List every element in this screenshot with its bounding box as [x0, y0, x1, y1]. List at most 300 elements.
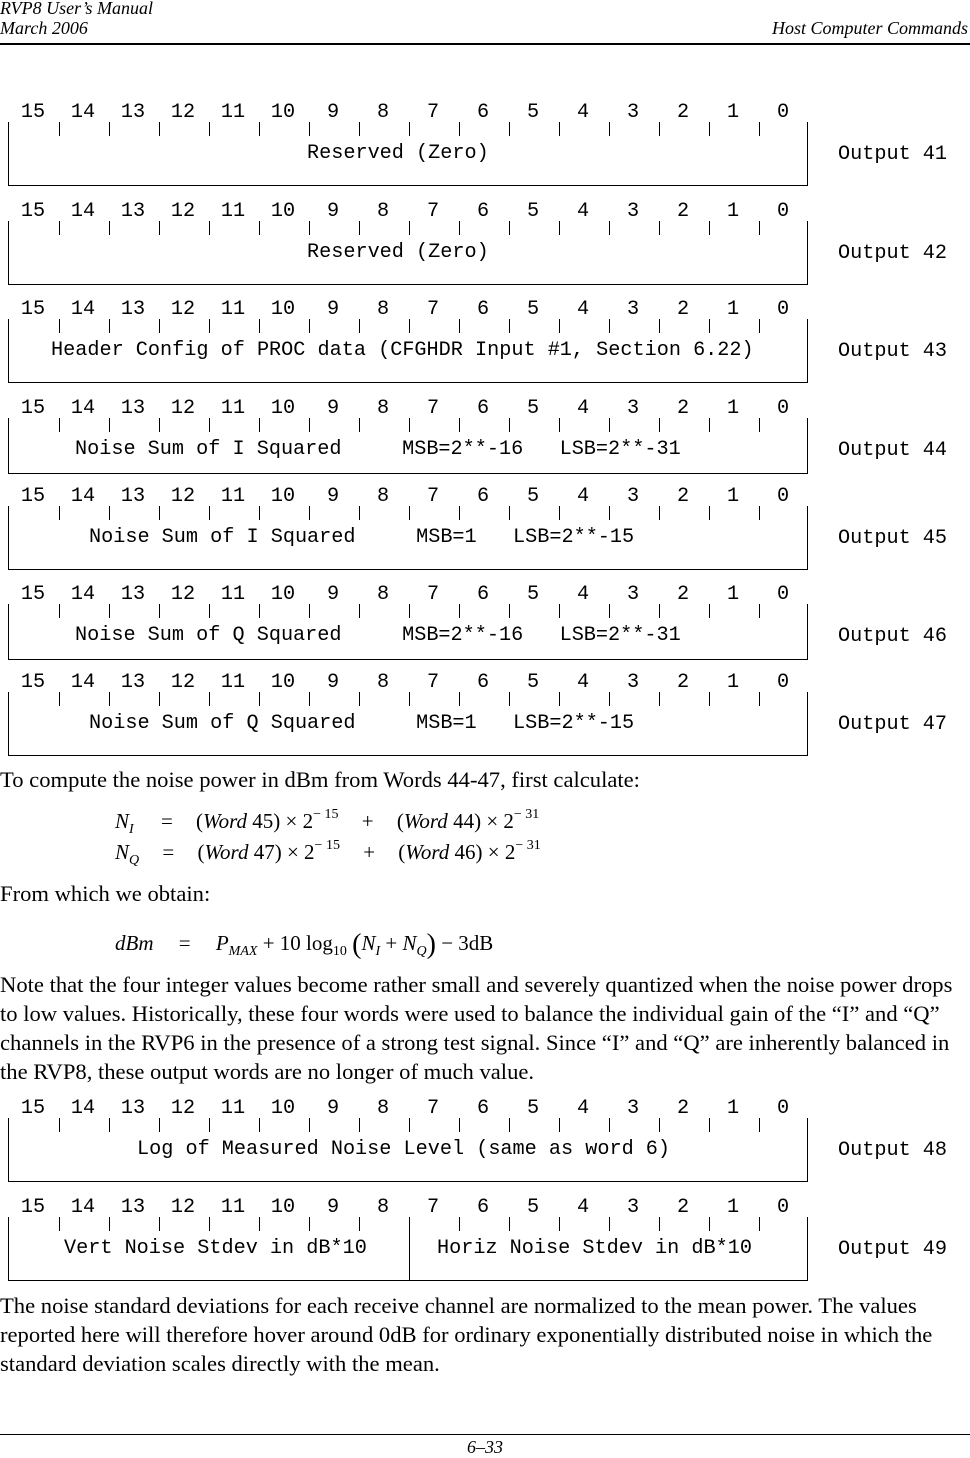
bit-tick	[59, 692, 60, 706]
bit-number: 13	[120, 671, 146, 694]
bit-tick	[709, 221, 710, 235]
bit-tick	[459, 1118, 460, 1132]
bit-number: 10	[270, 1196, 296, 1219]
bit-number: 0	[776, 1196, 790, 1219]
bit-tick	[609, 692, 610, 706]
bit-tick	[509, 319, 510, 333]
bit-tick	[159, 506, 160, 520]
bit-tick	[509, 506, 510, 520]
bit-tick	[359, 692, 360, 706]
bit-number: 8	[376, 485, 390, 508]
bit-number: 9	[326, 583, 340, 606]
field-divider	[409, 1217, 410, 1280]
bit-tick	[409, 506, 410, 520]
bit-number: 12	[170, 485, 196, 508]
bit-number: 11	[220, 485, 246, 508]
bit-number: 1	[726, 671, 740, 694]
footer-rule	[0, 1434, 970, 1435]
bit-number: 3	[626, 1196, 640, 1219]
bit-tick	[59, 1118, 60, 1132]
bit-number: 10	[270, 1097, 296, 1120]
bit-tick	[559, 221, 560, 235]
bit-number: 10	[270, 583, 296, 606]
bit-number-row	[8, 486, 808, 508]
bit-number: 6	[476, 671, 490, 694]
bit-number: 11	[220, 1196, 246, 1219]
bit-tick	[659, 604, 660, 618]
bit-tick	[59, 221, 60, 235]
bit-tick	[209, 1217, 210, 1231]
register-field-label: Noise Sum of Q Squared MSB=1 LSB=2**-15	[89, 712, 635, 735]
bit-tick	[659, 418, 660, 432]
bit-tick	[209, 221, 210, 235]
bit-tick	[759, 1217, 760, 1231]
bit-number: 13	[120, 485, 146, 508]
bit-tick	[509, 122, 510, 136]
bit-tick	[259, 506, 260, 520]
bit-number: 14	[70, 101, 96, 124]
bit-tick	[159, 122, 160, 136]
bit-number: 7	[426, 485, 440, 508]
bit-number: 5	[526, 200, 540, 223]
bit-tick	[559, 1118, 560, 1132]
bit-tick	[109, 122, 110, 136]
bit-number: 11	[220, 583, 246, 606]
bit-tick	[259, 692, 260, 706]
page-number: 6–33	[467, 1437, 503, 1457]
bit-number: 1	[726, 1196, 740, 1219]
bit-number: 4	[576, 1196, 590, 1219]
bit-number: 13	[120, 1196, 146, 1219]
bit-tick	[309, 319, 310, 333]
register-box	[8, 1217, 808, 1281]
section-title: Host Computer Commands	[771, 18, 968, 38]
output-word-label: Output 41	[838, 143, 948, 166]
bit-number: 14	[70, 1097, 96, 1120]
bit-number: 3	[626, 671, 640, 694]
bit-number: 7	[426, 1196, 440, 1219]
bit-tick	[209, 604, 210, 618]
bit-number: 0	[776, 1097, 790, 1120]
bit-tick	[159, 418, 160, 432]
bit-tick	[759, 418, 760, 432]
bit-number: 1	[726, 397, 740, 420]
bit-number: 3	[626, 298, 640, 321]
bit-tick	[309, 418, 310, 432]
bit-tick	[359, 506, 360, 520]
bit-number: 2	[676, 583, 690, 606]
bit-tick	[759, 506, 760, 520]
bit-tick	[659, 1217, 660, 1231]
bit-number: 4	[576, 200, 590, 223]
bit-number: 8	[376, 583, 390, 606]
bit-number: 15	[20, 1097, 46, 1120]
bit-number: 12	[170, 298, 196, 321]
bit-number-row	[8, 201, 808, 223]
bit-tick	[59, 506, 60, 520]
bit-number: 0	[776, 583, 790, 606]
bit-number: 9	[326, 671, 340, 694]
bit-number: 1	[726, 485, 740, 508]
register-field-label: Noise Sum of Q Squared MSB=2**-16 LSB=2**-31	[75, 624, 681, 647]
bit-tick	[709, 1118, 710, 1132]
bit-tick	[609, 1217, 610, 1231]
register-field-label: Header Config of PROC data (CFGHDR Input #1, Section 6.22)	[51, 339, 754, 362]
bit-number: 14	[70, 298, 96, 321]
bit-number: 0	[776, 298, 790, 321]
bit-tick	[759, 604, 760, 618]
bit-number: 11	[220, 298, 246, 321]
bit-number: 9	[326, 1196, 340, 1219]
bit-tick	[559, 319, 560, 333]
bit-tick	[659, 122, 660, 136]
bit-number: 5	[526, 1097, 540, 1120]
bit-tick	[159, 692, 160, 706]
bit-number: 14	[70, 1196, 96, 1219]
register-box	[8, 506, 808, 570]
bit-tick	[709, 692, 710, 706]
bit-tick	[709, 418, 710, 432]
bit-number-row	[8, 398, 808, 420]
manual-date: March 2006	[0, 18, 88, 38]
bit-number: 6	[476, 200, 490, 223]
bit-tick	[759, 221, 760, 235]
bit-number: 8	[376, 298, 390, 321]
bit-number: 8	[376, 200, 390, 223]
bit-number: 10	[270, 200, 296, 223]
bit-number: 13	[120, 200, 146, 223]
output-word-label: Output 45	[838, 527, 948, 550]
bit-number: 2	[676, 101, 690, 124]
bit-tick	[609, 221, 610, 235]
bit-number: 13	[120, 397, 146, 420]
bit-number: 6	[476, 298, 490, 321]
bit-tick	[459, 692, 460, 706]
bit-number: 8	[376, 397, 390, 420]
bit-tick	[159, 1118, 160, 1132]
bit-number: 0	[776, 671, 790, 694]
bit-number: 11	[220, 671, 246, 694]
bit-number: 4	[576, 298, 590, 321]
bit-number: 1	[726, 101, 740, 124]
bit-tick	[359, 221, 360, 235]
bit-number-row	[8, 672, 808, 694]
bit-number: 6	[476, 1196, 490, 1219]
bit-number: 15	[20, 200, 46, 223]
bit-tick	[559, 122, 560, 136]
bit-number: 3	[626, 397, 640, 420]
bit-number: 2	[676, 1196, 690, 1219]
bit-number: 0	[776, 101, 790, 124]
bit-number-row	[8, 1098, 808, 1120]
register-box	[8, 604, 808, 660]
bit-number: 4	[576, 583, 590, 606]
register-box	[8, 221, 808, 285]
bit-number: 15	[20, 298, 46, 321]
bit-number-row	[8, 584, 808, 606]
register-field-label: Reserved (Zero)	[307, 142, 489, 165]
bit-number: 11	[220, 397, 246, 420]
bit-number: 12	[170, 1097, 196, 1120]
bit-tick	[409, 604, 410, 618]
register-field-label: Vert Noise Stdev in dB*10	[64, 1237, 367, 1260]
bit-number: 13	[120, 583, 146, 606]
bit-tick	[609, 418, 610, 432]
bit-tick	[759, 1118, 760, 1132]
bit-tick	[309, 221, 310, 235]
register-box	[8, 692, 808, 756]
bit-number: 9	[326, 1097, 340, 1120]
bit-tick	[559, 1217, 560, 1231]
register-field-label: Reserved (Zero)	[307, 241, 489, 264]
bit-tick	[359, 1217, 360, 1231]
bit-number: 15	[20, 1196, 46, 1219]
bit-tick	[709, 319, 710, 333]
bit-number: 5	[526, 671, 540, 694]
bit-tick	[59, 604, 60, 618]
paragraph-stdev: The noise standard deviations for each receive channel are normalized to the mean power. The values reported here will therefore hover around 0dB for ordinary exponentially distributed noise in which the standard deviation scales directly with the mean.	[0, 1293, 933, 1376]
bit-number: 1	[726, 298, 740, 321]
bit-tick	[309, 506, 310, 520]
bit-tick	[109, 1217, 110, 1231]
bit-tick	[559, 692, 560, 706]
bit-tick	[59, 1217, 60, 1231]
bit-number: 4	[576, 101, 590, 124]
bit-number: 7	[426, 397, 440, 420]
bit-tick	[659, 221, 660, 235]
bit-number: 2	[676, 485, 690, 508]
bit-number: 15	[20, 671, 46, 694]
output-word-label: Output 44	[838, 439, 948, 462]
bit-number: 15	[20, 583, 46, 606]
bit-number: 11	[220, 101, 246, 124]
bit-tick	[759, 319, 760, 333]
bit-tick	[109, 604, 110, 618]
bit-number: 5	[526, 583, 540, 606]
bit-tick	[709, 1217, 710, 1231]
bit-tick	[159, 604, 160, 618]
bit-tick	[109, 319, 110, 333]
bit-tick	[509, 604, 510, 618]
bit-tick	[509, 692, 510, 706]
bit-number: 7	[426, 298, 440, 321]
bit-number-row	[8, 299, 808, 321]
equation-nq: $N_Q$ = (Word $47) \times 2^{- 15}$ + (Word $46) \times 2^{- 31}$	[115, 838, 541, 868]
bit-number: 9	[326, 101, 340, 124]
bit-tick	[209, 319, 210, 333]
bit-tick	[659, 506, 660, 520]
bit-tick	[359, 418, 360, 432]
bit-tick	[259, 1118, 260, 1132]
bit-tick	[209, 122, 210, 136]
bit-number: 2	[676, 298, 690, 321]
bit-number: 3	[626, 1097, 640, 1120]
bit-number: 6	[476, 397, 490, 420]
bit-tick	[659, 1118, 660, 1132]
bit-number-row	[8, 102, 808, 124]
bit-number: 10	[270, 101, 296, 124]
output-word-label: Output 43	[838, 340, 948, 363]
register-field-label: Noise Sum of I Squared MSB=2**-16 LSB=2**-31	[75, 438, 681, 461]
bit-tick	[259, 604, 260, 618]
paragraph-note: Note that the four integer values become rather small and severely quantized when the noise power drops to low values. Historically, these four words were used to balance the individual gain of the “I” and “Q” channels in the RVP6 in the presence of a strong test signal. Since “I” and “Q” are inherently balanced in the RVP8, these output words are no longer of much value.	[0, 972, 953, 1084]
output-word-label: Output 42	[838, 242, 948, 265]
bit-tick	[759, 122, 760, 136]
bit-number: 4	[576, 671, 590, 694]
register-field-label: Noise Sum of I Squared MSB=1 LSB=2**-15	[89, 526, 635, 549]
bit-number: 5	[526, 298, 540, 321]
bit-tick	[409, 1118, 410, 1132]
bit-number: 7	[426, 671, 440, 694]
output-word-label: Output 47	[838, 713, 948, 736]
bit-number: 2	[676, 397, 690, 420]
bit-tick	[209, 506, 210, 520]
bit-number: 12	[170, 583, 196, 606]
bit-tick	[309, 1217, 310, 1231]
paragraph-obtain: From which we obtain:	[0, 881, 211, 906]
bit-tick	[709, 122, 710, 136]
bit-number: 5	[526, 397, 540, 420]
equation-ni: $N_I$ = (Word $45) \times 2^{- 15}$ + (Word $44) \times 2^{- 31}$	[115, 807, 540, 837]
bit-tick	[459, 1217, 460, 1231]
bit-number: 10	[270, 671, 296, 694]
bit-tick	[109, 506, 110, 520]
bit-tick	[159, 319, 160, 333]
bit-tick	[359, 1118, 360, 1132]
bit-tick	[359, 319, 360, 333]
manual-title	[0, 0, 153, 38]
bit-tick	[409, 221, 410, 235]
register-box	[8, 418, 808, 474]
bit-tick	[409, 692, 410, 706]
bit-tick	[259, 1217, 260, 1231]
manual-title-text: RVP8 User’s Manual	[0, 0, 153, 18]
bit-number: 14	[70, 200, 96, 223]
bit-number: 10	[270, 397, 296, 420]
bit-tick	[109, 221, 110, 235]
bit-tick	[509, 1217, 510, 1231]
bit-tick	[559, 418, 560, 432]
bit-number: 4	[576, 1097, 590, 1120]
bit-number: 6	[476, 1097, 490, 1120]
bit-tick	[609, 122, 610, 136]
output-word-label: Output 49	[838, 1238, 948, 1261]
bit-tick	[709, 506, 710, 520]
register-field-label: Horiz Noise Stdev in dB*10	[437, 1237, 752, 1260]
bit-number: 12	[170, 101, 196, 124]
bit-tick	[559, 604, 560, 618]
equation-dbm: dBm = $P_{MAX} + 10$ $\log_{10} (N_I + N_Q) - 3dB$	[115, 929, 494, 960]
bit-tick	[209, 692, 210, 706]
bit-number: 9	[326, 200, 340, 223]
bit-number: 3	[626, 583, 640, 606]
bit-tick	[109, 418, 110, 432]
bit-number: 14	[70, 671, 96, 694]
bit-number: 0	[776, 397, 790, 420]
register-box	[8, 1118, 808, 1182]
bit-number: 9	[326, 397, 340, 420]
header-rule	[0, 43, 970, 45]
bit-number: 4	[576, 485, 590, 508]
bit-tick	[59, 122, 60, 136]
bit-tick	[559, 506, 560, 520]
bit-number: 13	[120, 1097, 146, 1120]
register-field-label: Log of Measured Noise Level (same as word 6)	[137, 1138, 671, 1161]
bit-number: 12	[170, 671, 196, 694]
bit-number: 6	[476, 583, 490, 606]
bit-tick	[509, 221, 510, 235]
bit-number: 2	[676, 671, 690, 694]
bit-tick	[159, 221, 160, 235]
bit-number: 7	[426, 1097, 440, 1120]
bit-number: 12	[170, 397, 196, 420]
bit-number: 5	[526, 485, 540, 508]
bit-number: 8	[376, 1097, 390, 1120]
bit-number: 4	[576, 397, 590, 420]
bit-tick	[309, 604, 310, 618]
bit-tick	[459, 506, 460, 520]
bit-tick	[59, 319, 60, 333]
bit-number: 6	[476, 485, 490, 508]
bit-number: 7	[426, 101, 440, 124]
bit-tick	[459, 221, 460, 235]
bit-tick	[309, 122, 310, 136]
bit-number: 1	[726, 583, 740, 606]
bit-tick	[159, 1217, 160, 1231]
bit-number: 12	[170, 200, 196, 223]
bit-tick	[609, 604, 610, 618]
bit-number: 14	[70, 397, 96, 420]
bit-tick	[459, 418, 460, 432]
bit-tick	[709, 604, 710, 618]
output-word-label: Output 46	[838, 625, 948, 648]
bit-tick	[259, 319, 260, 333]
bit-tick	[609, 506, 610, 520]
bit-number: 5	[526, 101, 540, 124]
bit-tick	[359, 604, 360, 618]
bit-tick	[609, 1118, 610, 1132]
bit-number: 8	[376, 101, 390, 124]
bit-tick	[259, 418, 260, 432]
bit-number: 7	[426, 583, 440, 606]
bit-tick	[309, 1118, 310, 1132]
register-box	[8, 319, 808, 383]
bit-tick	[409, 122, 410, 136]
bit-tick	[659, 319, 660, 333]
bit-number: 10	[270, 485, 296, 508]
bit-number: 0	[776, 200, 790, 223]
bit-tick	[459, 604, 460, 618]
bit-tick	[759, 692, 760, 706]
paragraph-compute: To compute the noise power in dBm from Words 44-47, first calculate:	[0, 767, 640, 792]
bit-number: 3	[626, 101, 640, 124]
bit-number: 8	[376, 671, 390, 694]
bit-number: 1	[726, 200, 740, 223]
bit-tick	[309, 692, 310, 706]
bit-number: 5	[526, 1196, 540, 1219]
bit-number: 15	[20, 397, 46, 420]
bit-number: 13	[120, 298, 146, 321]
bit-number: 15	[20, 485, 46, 508]
bit-number: 2	[676, 200, 690, 223]
bit-number: 14	[70, 485, 96, 508]
bit-number: 3	[626, 485, 640, 508]
bit-tick	[109, 1118, 110, 1132]
bit-tick	[409, 418, 410, 432]
bit-tick	[359, 122, 360, 136]
bit-number: 3	[626, 200, 640, 223]
bit-number: 14	[70, 583, 96, 606]
